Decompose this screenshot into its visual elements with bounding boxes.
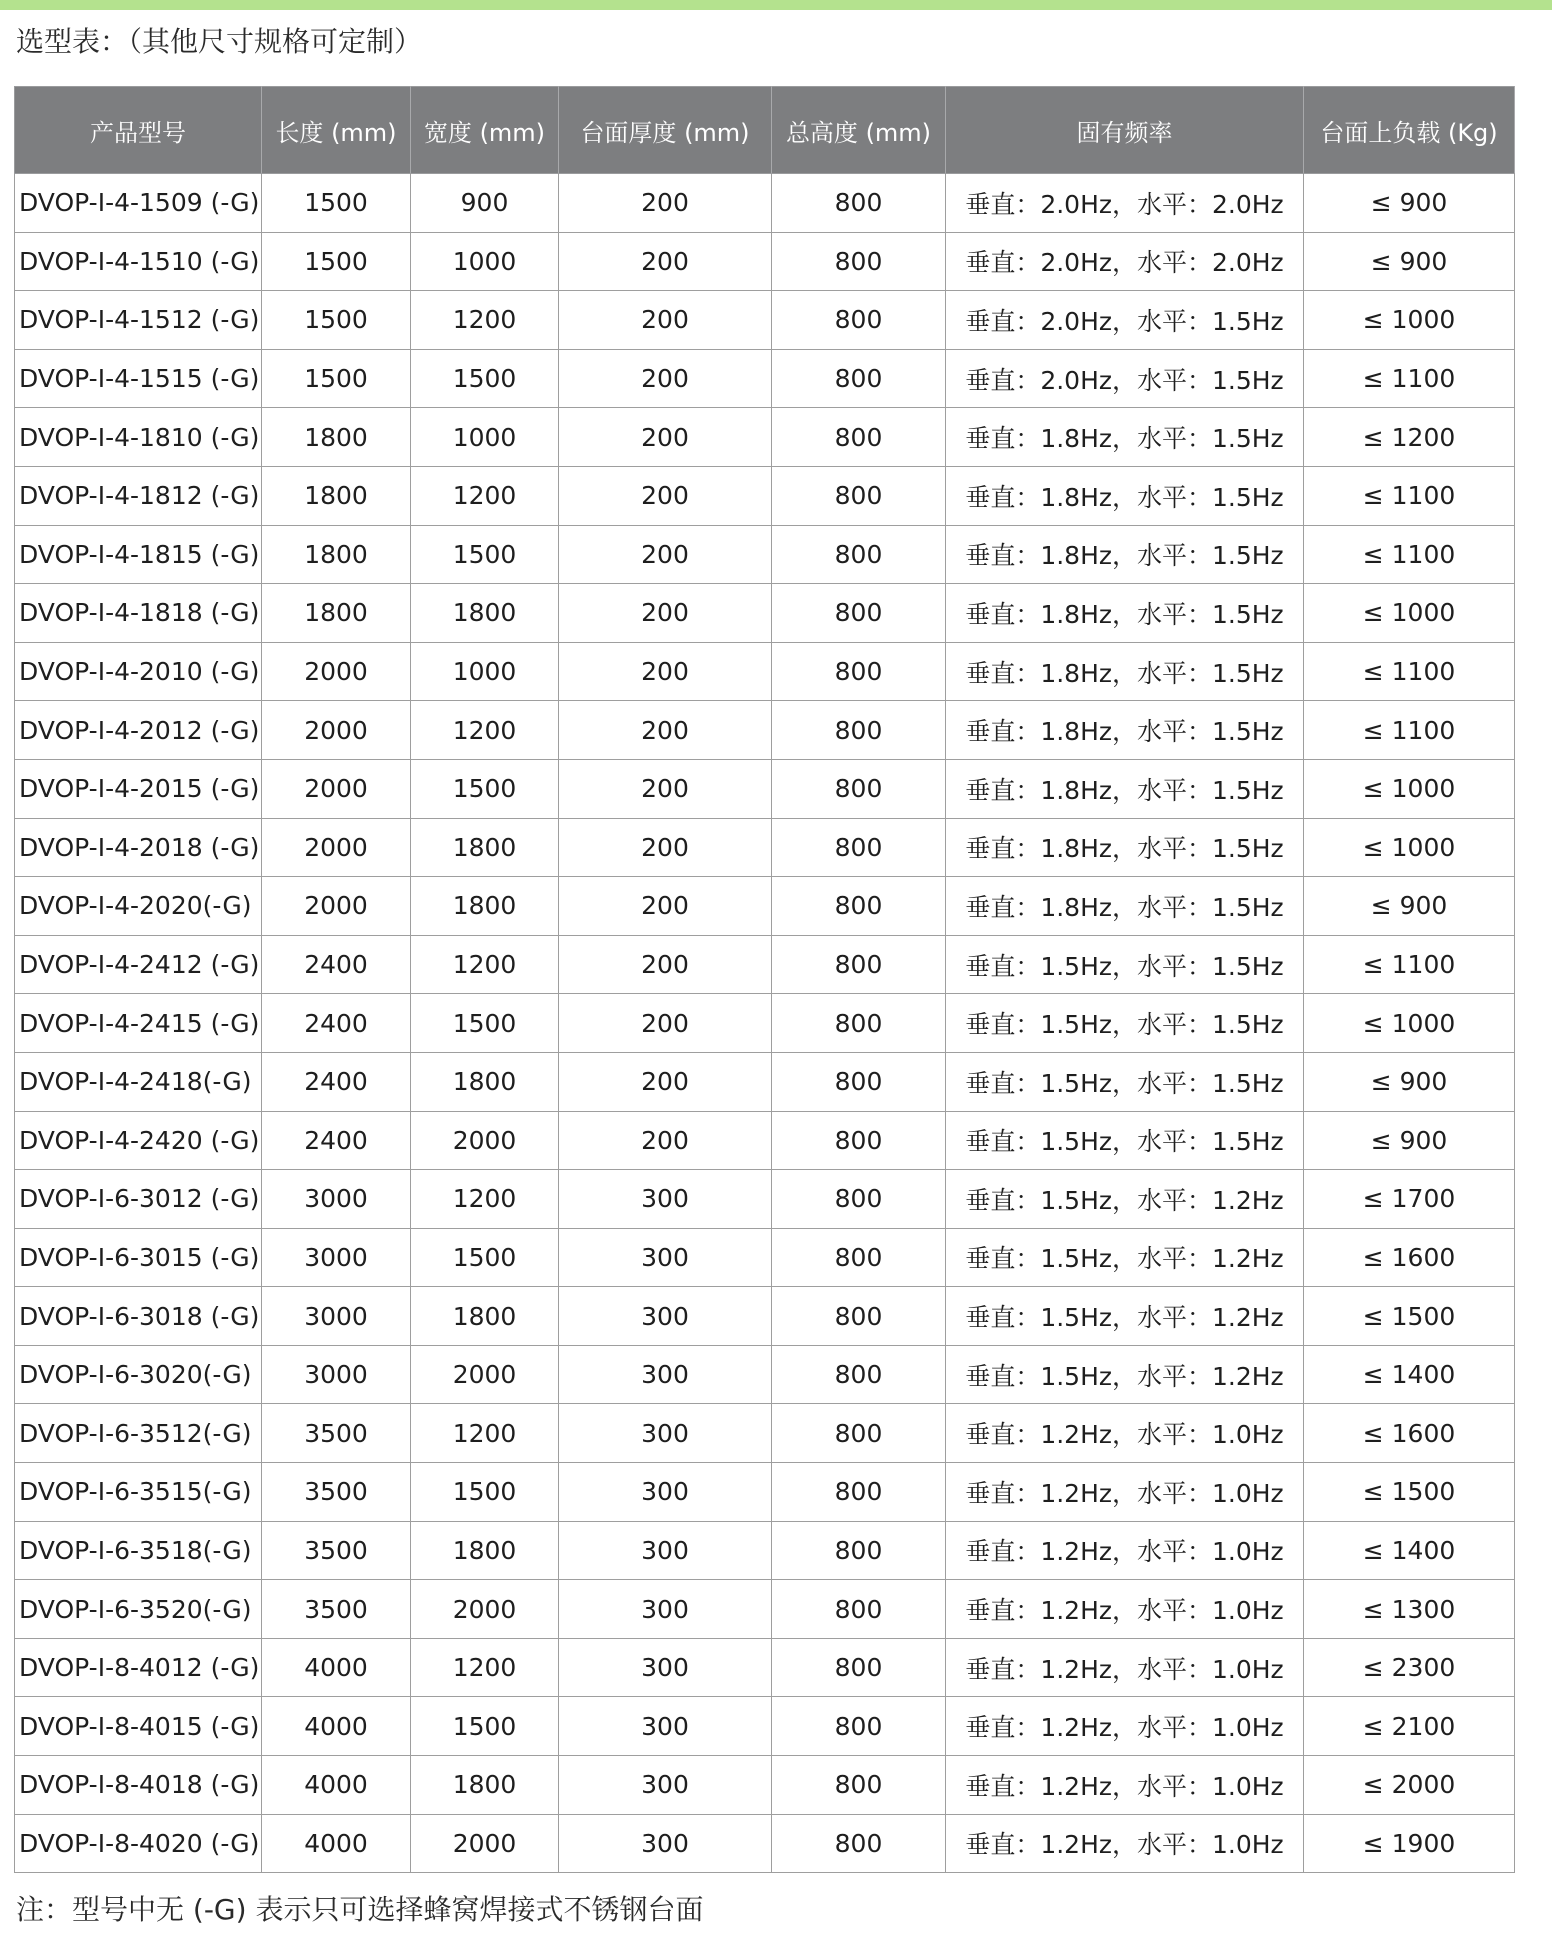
- cell-total-height: 800: [772, 935, 946, 994]
- cell-model: DVOP-I-4-2015 (-G): [15, 759, 262, 818]
- cell-model: DVOP-I-6-3012 (-G): [15, 1170, 262, 1229]
- cell-model: DVOP-I-4-1812 (-G): [15, 466, 262, 525]
- column-header-load: 台面上负载 (Kg): [1304, 87, 1515, 174]
- cell-total-height: 800: [772, 1638, 946, 1697]
- cell-natural-frequency: 垂直：1.8Hz，水平：1.5Hz: [946, 877, 1304, 936]
- cell-length: 1800: [262, 408, 411, 467]
- cell-length: 2000: [262, 818, 411, 877]
- table-row: [15, 349, 1515, 408]
- cell-natural-frequency: 垂直：2.0Hz，水平：2.0Hz: [946, 174, 1304, 233]
- cell-natural-frequency: 垂直：1.8Hz，水平：1.5Hz: [946, 759, 1304, 818]
- cell-length: 4000: [262, 1697, 411, 1756]
- cell-model: DVOP-I-4-1512 (-G): [15, 291, 262, 350]
- cell-width: 1800: [411, 1052, 559, 1111]
- cell-top-thickness: 200: [559, 525, 772, 584]
- cell-top-thickness: 200: [559, 349, 772, 408]
- cell-length: 1800: [262, 584, 411, 643]
- cell-top-thickness: 200: [559, 818, 772, 877]
- cell-load: ≤ 900: [1304, 174, 1515, 233]
- cell-length: 2400: [262, 1052, 411, 1111]
- cell-load: ≤ 1100: [1304, 525, 1515, 584]
- cell-natural-frequency: 垂直：1.2Hz，水平：1.0Hz: [946, 1814, 1304, 1873]
- cell-natural-frequency: 垂直：2.0Hz，水平：1.5Hz: [946, 291, 1304, 350]
- table-row: [15, 174, 1515, 233]
- cell-width: 2000: [411, 1580, 559, 1639]
- cell-model: DVOP-I-4-2012 (-G): [15, 701, 262, 760]
- cell-total-height: 800: [772, 584, 946, 643]
- cell-top-thickness: 200: [559, 759, 772, 818]
- cell-model: DVOP-I-6-3512(-G): [15, 1404, 262, 1463]
- cell-length: 2000: [262, 701, 411, 760]
- cell-width: 1500: [411, 1463, 559, 1522]
- cell-model: DVOP-I-8-4012 (-G): [15, 1638, 262, 1697]
- cell-model: DVOP-I-4-2412 (-G): [15, 935, 262, 994]
- cell-total-height: 800: [772, 232, 946, 291]
- cell-model: DVOP-I-4-2010 (-G): [15, 642, 262, 701]
- column-header-width: 宽度 (mm): [411, 87, 559, 174]
- footnote: 注：型号中无 (-G) 表示只可选择蜂窝焊接式不锈钢台面: [16, 1893, 704, 1926]
- table-row: [15, 1463, 1515, 1522]
- cell-top-thickness: 300: [559, 1697, 772, 1756]
- cell-natural-frequency: 垂直：1.8Hz，水平：1.5Hz: [946, 408, 1304, 467]
- cell-width: 1000: [411, 642, 559, 701]
- cell-width: 2000: [411, 1814, 559, 1873]
- table-row: [15, 1521, 1515, 1580]
- table-row: [15, 1404, 1515, 1463]
- cell-model: DVOP-I-4-2418(-G): [15, 1052, 262, 1111]
- cell-natural-frequency: 垂直：1.2Hz，水平：1.0Hz: [946, 1463, 1304, 1522]
- cell-total-height: 800: [772, 818, 946, 877]
- cell-load: ≤ 900: [1304, 877, 1515, 936]
- cell-natural-frequency: 垂直：1.8Hz，水平：1.5Hz: [946, 818, 1304, 877]
- cell-width: 1800: [411, 818, 559, 877]
- cell-total-height: 800: [772, 349, 946, 408]
- top-accent-bar: [0, 0, 1552, 10]
- cell-load: ≤ 1000: [1304, 994, 1515, 1053]
- cell-top-thickness: 300: [559, 1170, 772, 1229]
- cell-model: DVOP-I-6-3515(-G): [15, 1463, 262, 1522]
- table-row: [15, 1170, 1515, 1229]
- table-row: [15, 701, 1515, 760]
- cell-total-height: 800: [772, 291, 946, 350]
- cell-load: ≤ 2300: [1304, 1638, 1515, 1697]
- cell-width: 1200: [411, 935, 559, 994]
- cell-length: 2400: [262, 1111, 411, 1170]
- cell-width: 1800: [411, 1521, 559, 1580]
- cell-load: ≤ 1100: [1304, 642, 1515, 701]
- cell-load: ≤ 1100: [1304, 935, 1515, 994]
- cell-top-thickness: 200: [559, 232, 772, 291]
- table-row: [15, 1052, 1515, 1111]
- cell-model: DVOP-I-6-3518(-G): [15, 1521, 262, 1580]
- table-row: [15, 291, 1515, 350]
- cell-total-height: 800: [772, 759, 946, 818]
- cell-top-thickness: 300: [559, 1463, 772, 1522]
- cell-top-thickness: 300: [559, 1345, 772, 1404]
- cell-length: 2000: [262, 877, 411, 936]
- cell-load: ≤ 2100: [1304, 1697, 1515, 1756]
- cell-total-height: 800: [772, 1580, 946, 1639]
- cell-model: DVOP-I-6-3020(-G): [15, 1345, 262, 1404]
- cell-load: ≤ 1000: [1304, 818, 1515, 877]
- cell-natural-frequency: 垂直：2.0Hz，水平：1.5Hz: [946, 349, 1304, 408]
- cell-total-height: 800: [772, 1697, 946, 1756]
- cell-length: 2000: [262, 759, 411, 818]
- column-header-length: 长度 (mm): [262, 87, 411, 174]
- cell-total-height: 800: [772, 1345, 946, 1404]
- cell-width: 1200: [411, 1404, 559, 1463]
- cell-natural-frequency: 垂直：1.5Hz，水平：1.2Hz: [946, 1345, 1304, 1404]
- selection-table: [14, 86, 1515, 1873]
- cell-natural-frequency: 垂直：1.2Hz，水平：1.0Hz: [946, 1756, 1304, 1815]
- cell-width: 1500: [411, 759, 559, 818]
- cell-length: 3500: [262, 1404, 411, 1463]
- cell-total-height: 800: [772, 1111, 946, 1170]
- table-row: [15, 1580, 1515, 1639]
- cell-total-height: 800: [772, 1052, 946, 1111]
- table-row: [15, 408, 1515, 467]
- table-header-row: [15, 87, 1515, 174]
- cell-total-height: 800: [772, 1287, 946, 1346]
- table-row: [15, 584, 1515, 643]
- cell-load: ≤ 1600: [1304, 1228, 1515, 1287]
- cell-load: ≤ 1000: [1304, 291, 1515, 350]
- cell-top-thickness: 300: [559, 1580, 772, 1639]
- cell-model: DVOP-I-6-3520(-G): [15, 1580, 262, 1639]
- cell-total-height: 800: [772, 1463, 946, 1522]
- cell-natural-frequency: 垂直：1.2Hz，水平：1.0Hz: [946, 1638, 1304, 1697]
- cell-natural-frequency: 垂直：1.5Hz，水平：1.2Hz: [946, 1170, 1304, 1229]
- page-title: 选型表：（其他尺寸规格可定制）: [16, 25, 423, 58]
- cell-load: ≤ 1100: [1304, 466, 1515, 525]
- cell-load: ≤ 2000: [1304, 1756, 1515, 1815]
- cell-width: 1800: [411, 877, 559, 936]
- cell-length: 4000: [262, 1638, 411, 1697]
- cell-width: 1500: [411, 994, 559, 1053]
- table-row: [15, 759, 1515, 818]
- cell-natural-frequency: 垂直：1.5Hz，水平：1.2Hz: [946, 1287, 1304, 1346]
- cell-length: 3000: [262, 1170, 411, 1229]
- cell-length: 1500: [262, 232, 411, 291]
- cell-natural-frequency: 垂直：1.8Hz，水平：1.5Hz: [946, 466, 1304, 525]
- cell-model: DVOP-I-8-4020 (-G): [15, 1814, 262, 1873]
- table-row: [15, 1697, 1515, 1756]
- cell-natural-frequency: 垂直：1.8Hz，水平：1.5Hz: [946, 584, 1304, 643]
- cell-width: 1200: [411, 1170, 559, 1229]
- cell-width: 1800: [411, 584, 559, 643]
- cell-model: DVOP-I-4-1510 (-G): [15, 232, 262, 291]
- cell-natural-frequency: 垂直：1.5Hz，水平：1.5Hz: [946, 1052, 1304, 1111]
- cell-top-thickness: 300: [559, 1287, 772, 1346]
- cell-top-thickness: 200: [559, 584, 772, 643]
- cell-natural-frequency: 垂直：1.5Hz，水平：1.2Hz: [946, 1228, 1304, 1287]
- cell-natural-frequency: 垂直：1.8Hz，水平：1.5Hz: [946, 701, 1304, 760]
- table-row: [15, 232, 1515, 291]
- cell-model: DVOP-I-4-1509 (-G): [15, 174, 262, 233]
- cell-width: 1200: [411, 701, 559, 760]
- cell-natural-frequency: 垂直：1.2Hz，水平：1.0Hz: [946, 1580, 1304, 1639]
- cell-top-thickness: 300: [559, 1521, 772, 1580]
- cell-total-height: 800: [772, 642, 946, 701]
- cell-width: 1200: [411, 1638, 559, 1697]
- cell-top-thickness: 200: [559, 935, 772, 994]
- cell-load: ≤ 1200: [1304, 408, 1515, 467]
- cell-natural-frequency: 垂直：1.5Hz，水平：1.5Hz: [946, 994, 1304, 1053]
- cell-length: 2400: [262, 935, 411, 994]
- cell-model: DVOP-I-4-2018 (-G): [15, 818, 262, 877]
- cell-load: ≤ 1900: [1304, 1814, 1515, 1873]
- cell-natural-frequency: 垂直：2.0Hz，水平：2.0Hz: [946, 232, 1304, 291]
- cell-width: 900: [411, 174, 559, 233]
- table-row: [15, 1814, 1515, 1873]
- cell-total-height: 800: [772, 1170, 946, 1229]
- cell-length: 3000: [262, 1228, 411, 1287]
- cell-length: 4000: [262, 1756, 411, 1815]
- cell-total-height: 800: [772, 1404, 946, 1463]
- cell-length: 4000: [262, 1814, 411, 1873]
- table-row: [15, 1756, 1515, 1815]
- table-row: [15, 877, 1515, 936]
- cell-total-height: 800: [772, 466, 946, 525]
- cell-model: DVOP-I-6-3015 (-G): [15, 1228, 262, 1287]
- cell-top-thickness: 200: [559, 701, 772, 760]
- table-row: [15, 466, 1515, 525]
- table-row: [15, 525, 1515, 584]
- cell-top-thickness: 300: [559, 1228, 772, 1287]
- cell-natural-frequency: 垂直：1.5Hz，水平：1.5Hz: [946, 1111, 1304, 1170]
- cell-top-thickness: 300: [559, 1404, 772, 1463]
- cell-width: 1500: [411, 525, 559, 584]
- cell-model: DVOP-I-6-3018 (-G): [15, 1287, 262, 1346]
- cell-model: DVOP-I-4-1815 (-G): [15, 525, 262, 584]
- cell-model: DVOP-I-8-4018 (-G): [15, 1756, 262, 1815]
- cell-model: DVOP-I-4-1818 (-G): [15, 584, 262, 643]
- column-header-natural-frequency: 固有频率: [946, 87, 1304, 174]
- cell-top-thickness: 200: [559, 466, 772, 525]
- cell-width: 2000: [411, 1111, 559, 1170]
- cell-load: ≤ 1400: [1304, 1521, 1515, 1580]
- cell-width: 1000: [411, 408, 559, 467]
- cell-model: DVOP-I-4-2415 (-G): [15, 994, 262, 1053]
- cell-model: DVOP-I-8-4015 (-G): [15, 1697, 262, 1756]
- cell-natural-frequency: 垂直：1.2Hz，水平：1.0Hz: [946, 1697, 1304, 1756]
- cell-top-thickness: 300: [559, 1638, 772, 1697]
- cell-width: 1500: [411, 1697, 559, 1756]
- cell-load: ≤ 1100: [1304, 349, 1515, 408]
- cell-top-thickness: 200: [559, 1052, 772, 1111]
- cell-natural-frequency: 垂直：1.2Hz，水平：1.0Hz: [946, 1521, 1304, 1580]
- table-row: [15, 1228, 1515, 1287]
- cell-width: 2000: [411, 1345, 559, 1404]
- cell-load: ≤ 1500: [1304, 1463, 1515, 1522]
- cell-total-height: 800: [772, 174, 946, 233]
- cell-load: ≤ 1300: [1304, 1580, 1515, 1639]
- cell-load: ≤ 1600: [1304, 1404, 1515, 1463]
- cell-load: ≤ 1000: [1304, 584, 1515, 643]
- cell-model: DVOP-I-4-1515 (-G): [15, 349, 262, 408]
- cell-natural-frequency: 垂直：1.2Hz，水平：1.0Hz: [946, 1404, 1304, 1463]
- cell-width: 1500: [411, 1228, 559, 1287]
- table-row: [15, 818, 1515, 877]
- cell-model: DVOP-I-4-2420 (-G): [15, 1111, 262, 1170]
- cell-top-thickness: 200: [559, 1111, 772, 1170]
- cell-length: 3500: [262, 1521, 411, 1580]
- cell-top-thickness: 200: [559, 174, 772, 233]
- cell-top-thickness: 200: [559, 877, 772, 936]
- cell-length: 2000: [262, 642, 411, 701]
- cell-length: 3000: [262, 1287, 411, 1346]
- cell-top-thickness: 200: [559, 642, 772, 701]
- table-row: [15, 1111, 1515, 1170]
- cell-width: 1800: [411, 1287, 559, 1346]
- cell-total-height: 800: [772, 994, 946, 1053]
- cell-top-thickness: 300: [559, 1814, 772, 1873]
- cell-length: 1800: [262, 525, 411, 584]
- cell-natural-frequency: 垂直：1.8Hz，水平：1.5Hz: [946, 642, 1304, 701]
- cell-length: 3500: [262, 1580, 411, 1639]
- table-row: [15, 1638, 1515, 1697]
- cell-load: ≤ 900: [1304, 1052, 1515, 1111]
- cell-model: DVOP-I-4-1810 (-G): [15, 408, 262, 467]
- cell-load: ≤ 1400: [1304, 1345, 1515, 1404]
- cell-total-height: 800: [772, 701, 946, 760]
- column-header-model: 产品型号: [15, 87, 262, 174]
- cell-length: 3500: [262, 1463, 411, 1522]
- table-body: [15, 174, 1515, 1873]
- cell-natural-frequency: 垂直：1.5Hz，水平：1.5Hz: [946, 935, 1304, 994]
- cell-total-height: 800: [772, 1228, 946, 1287]
- cell-total-height: 800: [772, 877, 946, 936]
- cell-width: 1200: [411, 466, 559, 525]
- table-row: [15, 1345, 1515, 1404]
- table-row: [15, 935, 1515, 994]
- cell-width: 1200: [411, 291, 559, 350]
- cell-length: 2400: [262, 994, 411, 1053]
- column-header-total-height: 总高度 (mm): [772, 87, 946, 174]
- cell-total-height: 800: [772, 408, 946, 467]
- table-row: [15, 994, 1515, 1053]
- cell-width: 1800: [411, 1756, 559, 1815]
- cell-natural-frequency: 垂直：1.8Hz，水平：1.5Hz: [946, 525, 1304, 584]
- cell-length: 1800: [262, 466, 411, 525]
- cell-length: 1500: [262, 291, 411, 350]
- cell-top-thickness: 200: [559, 291, 772, 350]
- cell-length: 3000: [262, 1345, 411, 1404]
- cell-load: ≤ 1100: [1304, 701, 1515, 760]
- column-header-top-thickness: 台面厚度 (mm): [559, 87, 772, 174]
- cell-total-height: 800: [772, 525, 946, 584]
- cell-top-thickness: 300: [559, 1756, 772, 1815]
- cell-load: ≤ 1500: [1304, 1287, 1515, 1346]
- cell-width: 1500: [411, 349, 559, 408]
- cell-total-height: 800: [772, 1814, 946, 1873]
- cell-model: DVOP-I-4-2020(-G): [15, 877, 262, 936]
- cell-load: ≤ 900: [1304, 1111, 1515, 1170]
- cell-length: 1500: [262, 349, 411, 408]
- cell-load: ≤ 1700: [1304, 1170, 1515, 1229]
- table-row: [15, 642, 1515, 701]
- cell-width: 1000: [411, 232, 559, 291]
- cell-load: ≤ 900: [1304, 232, 1515, 291]
- cell-total-height: 800: [772, 1756, 946, 1815]
- table-row: [15, 1287, 1515, 1346]
- cell-total-height: 800: [772, 1521, 946, 1580]
- cell-top-thickness: 200: [559, 994, 772, 1053]
- cell-load: ≤ 1000: [1304, 759, 1515, 818]
- cell-length: 1500: [262, 174, 411, 233]
- cell-top-thickness: 200: [559, 408, 772, 467]
